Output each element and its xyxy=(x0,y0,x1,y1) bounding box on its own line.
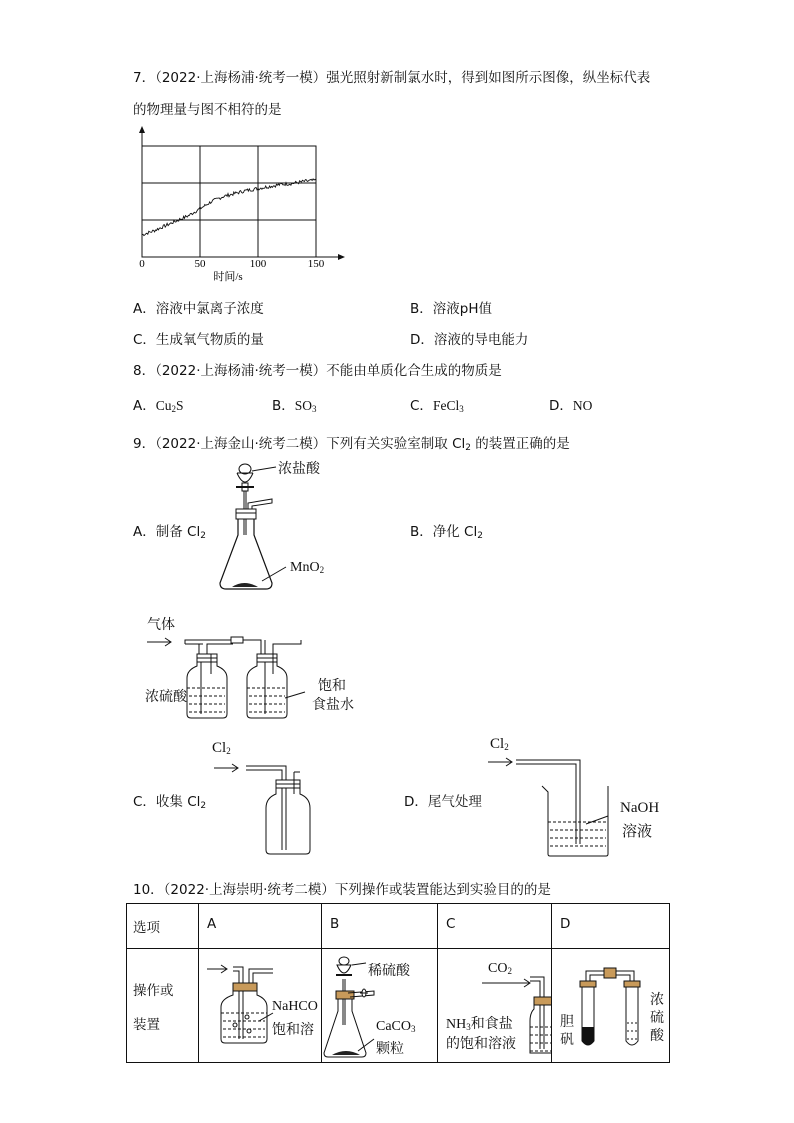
q9-fig-c-gas-label: $Cl_2$ xyxy=(212,740,231,756)
cell-b[interactable] xyxy=(322,949,438,1063)
q9-fig-d-gas-label: $Cl_2$ xyxy=(490,736,509,752)
q8-stem: 8．（2022·上海杨浦·统考一模）不能由单质化合生成的物质是 xyxy=(133,363,502,379)
header-cell-a: A xyxy=(199,904,322,949)
q7-stem-line1: 7．（2022·上海杨浦·统考一模）强光照射新制氯水时，得到如图所示图像，纵坐标代表 xyxy=(133,70,651,86)
q9-fig-c-collection-bottle xyxy=(212,760,322,860)
row-label-cell: 操作或 装置 xyxy=(127,949,199,1063)
q9-option-b[interactable]: B．净化 $Cl_2$ xyxy=(410,524,483,541)
q9-fig-d-sol-label1: NaOH xyxy=(620,800,660,816)
q10-a-label1: NaHCO xyxy=(272,999,318,1014)
q8-b-formula: $SO_3$ xyxy=(294,398,317,414)
q9-option-d[interactable]: D．尾气处理 xyxy=(404,794,482,810)
table-row xyxy=(127,949,670,1063)
header-cell-option: 选项 xyxy=(127,904,199,949)
q10-b-acid-label: 稀硫酸 xyxy=(368,963,410,979)
q10-d-right-label2: 硫 xyxy=(650,1010,664,1026)
q9-option-c[interactable]: C．收集 $Cl_2$ xyxy=(133,794,207,811)
q10-b-solid-label1: CaCO$_3$ xyxy=(376,1019,416,1034)
q7-option-a[interactable]: A．溶液中氯离子浓度 xyxy=(133,301,264,317)
q8-c-formula: FeCl$_3$ xyxy=(432,398,464,414)
q9-fig-b-left-label: 浓硫酸 xyxy=(145,689,187,705)
q9-fig-d-beaker xyxy=(486,752,616,860)
x-tick-label: 50 xyxy=(194,258,206,270)
q9-fig-d-sol-label2: 溶液 xyxy=(622,822,653,840)
q9-fig-b-gas-label: 气体 xyxy=(147,617,175,633)
q8-d-label: D． xyxy=(549,398,573,414)
header-cell-b: B xyxy=(322,904,438,949)
cell-d[interactable] xyxy=(552,949,670,1063)
q10-c-sol-label1: $NH_3$和食盐 xyxy=(446,1016,513,1032)
q10-table xyxy=(126,903,670,1063)
q8-option-a[interactable] xyxy=(133,394,184,414)
q10-d-left-label1: 胆 xyxy=(560,1014,574,1030)
header-cell-d: D xyxy=(552,904,670,949)
q10-c-gas-label: $CO_2$ xyxy=(488,961,512,976)
q9-option-a[interactable]: A．制备 $Cl_2$ xyxy=(133,524,206,541)
q8-d-formula: NO xyxy=(572,398,593,413)
q9-fig-b-right-label1: 饱和 xyxy=(318,678,346,694)
q9-stem: 9．（2022·上海金山·统考二模）下列有关实验室制取 $Cl_2$ 的装置正确的是 xyxy=(133,436,570,453)
q10-d-right-label1: 浓 xyxy=(650,992,664,1008)
q10-a-label2: 饱和溶 xyxy=(272,1022,314,1038)
q8-option-c[interactable] xyxy=(410,394,464,414)
x-axis-label: 时间/s xyxy=(213,271,243,283)
q8-c-label: C． xyxy=(410,398,433,414)
q7-chart xyxy=(118,122,358,287)
q10-d-left-label2: 矾 xyxy=(560,1032,574,1048)
x-tick-label: 150 xyxy=(307,258,325,270)
q10-c-sol-label2: 的饱和溶液 xyxy=(446,1036,516,1052)
q7-option-c[interactable]: C．生成氧气物质的量 xyxy=(133,332,264,348)
q10-d-right-label3: 酸 xyxy=(650,1028,664,1044)
q9-fig-b-right-label2: 食盐水 xyxy=(312,697,354,713)
grid-box xyxy=(142,146,316,257)
series-line xyxy=(142,179,316,236)
q8-a-formula: $Cu_2S$ xyxy=(155,398,184,414)
q8-option-b[interactable] xyxy=(272,394,317,414)
q8-a-label: A． xyxy=(133,398,156,414)
q8-option-d[interactable] xyxy=(549,394,592,414)
x-tick-label: 100 xyxy=(249,258,267,270)
x-tick-label: 0 xyxy=(139,258,145,270)
q7-option-d[interactable]: D．溶液的导电能力 xyxy=(410,332,529,348)
cell-a[interactable] xyxy=(199,949,322,1063)
table-header-row xyxy=(127,904,670,949)
q7-stem-line2: 的物理量与图不相符的是 xyxy=(133,102,282,118)
chart-grid xyxy=(142,146,316,257)
q7-option-b[interactable]: B．溶液pH值 xyxy=(410,301,492,317)
q9-fig-a-solid-label: MnO$_2$ xyxy=(290,560,325,575)
cell-c[interactable] xyxy=(438,949,552,1063)
q10-b-solid-label2: 颗粒 xyxy=(376,1041,404,1057)
q10-stem: 10．（2022·上海崇明·统考二模）下列操作或装置能达到实验目的的是 xyxy=(133,882,551,898)
q9-fig-a-acid-label: 浓盐酸 xyxy=(278,461,320,477)
q9-fig-b-wash-bottles xyxy=(145,630,335,725)
header-cell-c: C xyxy=(438,904,552,949)
q8-b-label: B． xyxy=(272,398,295,414)
